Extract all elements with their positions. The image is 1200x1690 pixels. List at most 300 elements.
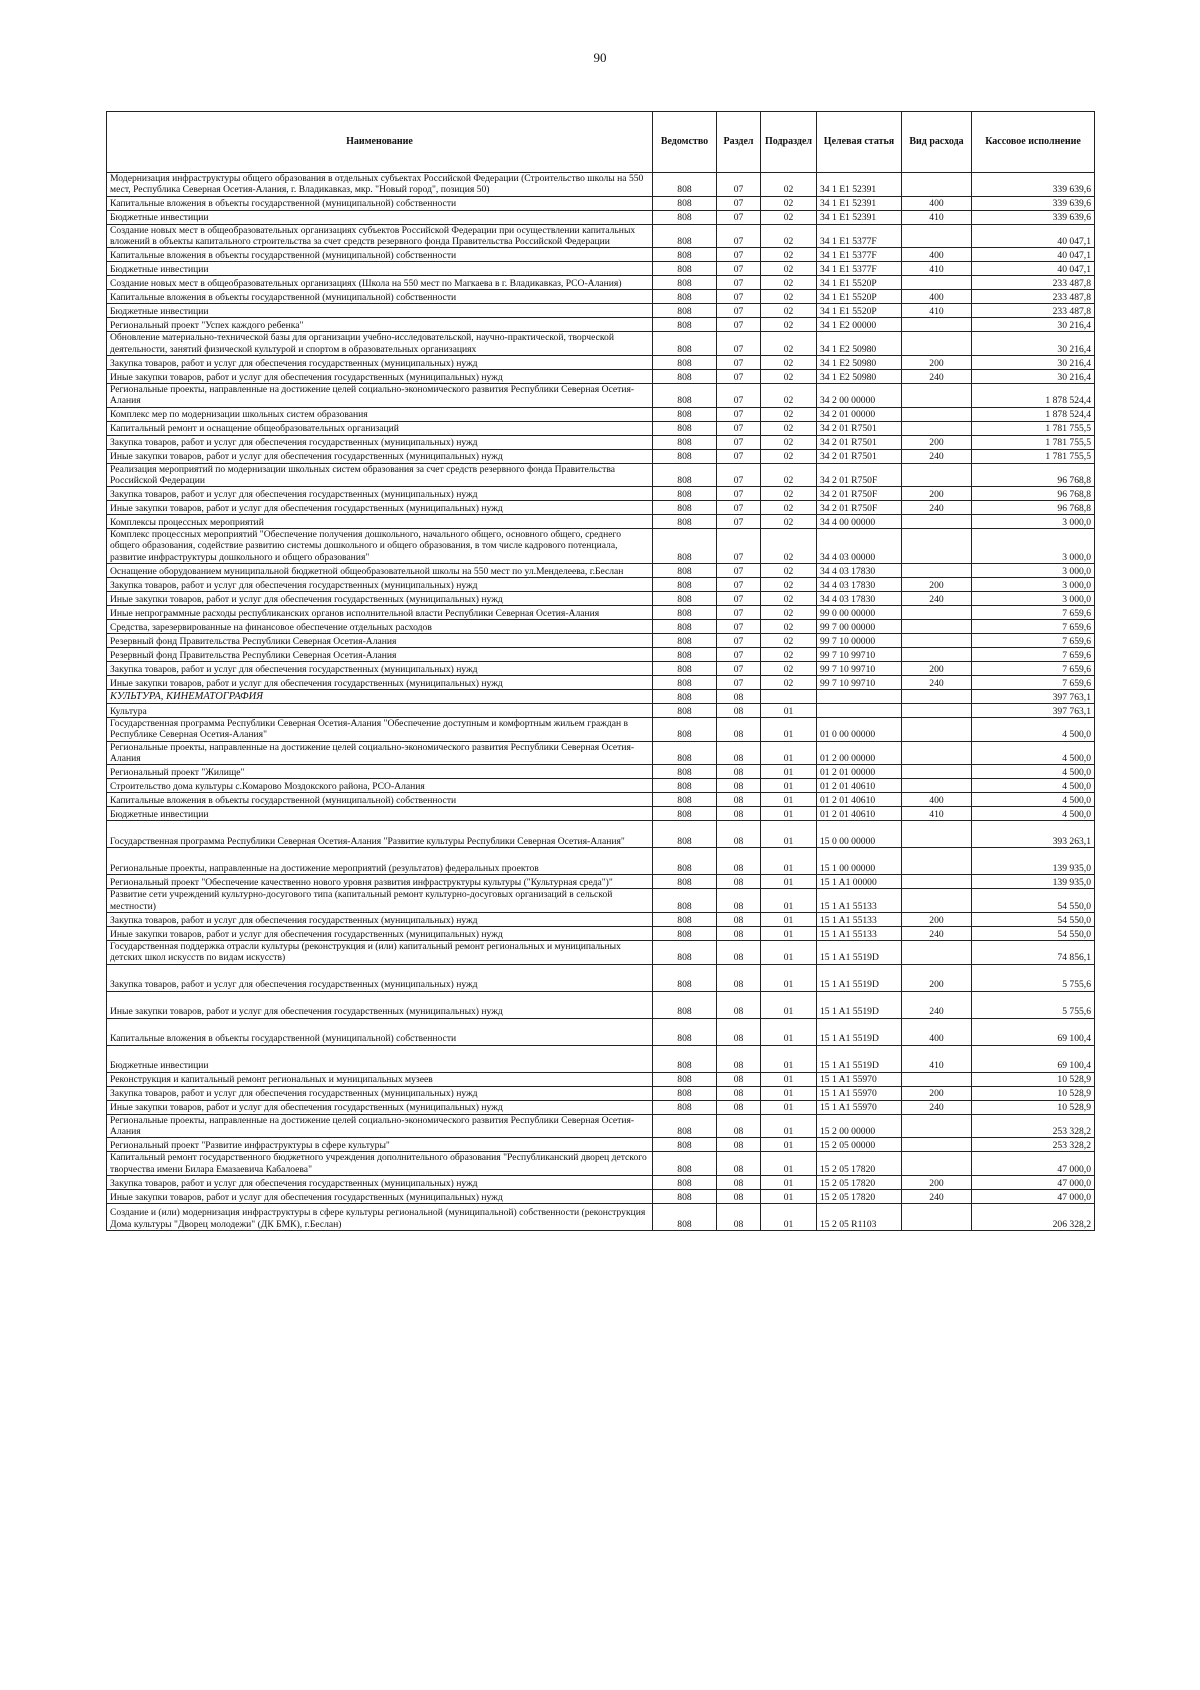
cell-celevaya-statya: 34 4 00 00000	[817, 515, 902, 529]
cell-celevaya-statya: 01 2 01 40610	[817, 807, 902, 821]
cell-vid-rashoda	[902, 1152, 972, 1176]
cell-podrazdel: 01	[761, 912, 817, 926]
cell-vedomstvo: 808	[653, 676, 717, 690]
cell-name: Комплекс процессных мероприятий "Обеспечение получения дошкольного, начального общего, основного общего, среднего общего образования, содействие развитию системы дошкольного и общего образования, в том числе кадрового потенциала, развитие инфраструктуры дошкольного и общего образования"	[107, 529, 653, 564]
cell-razdel: 08	[717, 1114, 761, 1138]
cell-podrazdel: 02	[761, 662, 817, 676]
table-row	[107, 592, 1095, 606]
cell-vedomstvo: 808	[653, 407, 717, 421]
cell-kassovoe-ispolnenie: 96 768,8	[972, 463, 1095, 487]
cell-vedomstvo: 808	[653, 606, 717, 620]
cell-kassovoe-ispolnenie: 253 328,2	[972, 1114, 1095, 1138]
cell-podrazdel: 01	[761, 1086, 817, 1100]
cell-podrazdel: 01	[761, 741, 817, 765]
cell-vedomstvo: 808	[653, 487, 717, 501]
table-row	[107, 662, 1095, 676]
table-row	[107, 1138, 1095, 1152]
cell-podrazdel: 02	[761, 463, 817, 487]
table-row	[107, 912, 1095, 926]
cell-podrazdel: 01	[761, 704, 817, 718]
cell-name: Бюджетные инвестиции	[107, 1045, 653, 1072]
table-row	[107, 421, 1095, 435]
cell-name: Иные закупки товаров, работ и услуг для обеспечения государственных (муниципальных) нужд	[107, 1100, 653, 1114]
table-row	[107, 765, 1095, 779]
cell-name: Обновление материально-технической базы для организации учебно-исследовательской, научно-практической, творческой деятельности, занятий физической культурой и спортом в образовательных организациях	[107, 332, 653, 356]
cell-celevaya-statya: 15 2 05 00000	[817, 1138, 902, 1152]
cell-vedomstvo: 808	[653, 704, 717, 718]
cell-razdel: 07	[717, 407, 761, 421]
cell-name: Реконструкция и капитальный ремонт региональных и муниципальных музеев	[107, 1072, 653, 1086]
cell-kassovoe-ispolnenie: 40 047,1	[972, 224, 1095, 248]
table-row	[107, 318, 1095, 332]
cell-celevaya-statya: 34 1 E2 50980	[817, 355, 902, 369]
table-row	[107, 793, 1095, 807]
cell-vedomstvo: 808	[653, 463, 717, 487]
cell-name: Создание новых мест в общеобразовательных организациях субъектов Российской Федерации при осуществлении капитальных вложений в объекты капитального строительства за счет средств резервного фонда Правительства Российской Федерации	[107, 224, 653, 248]
cell-razdel: 08	[717, 875, 761, 889]
cell-celevaya-statya: 01 0 00 00000	[817, 718, 902, 742]
table-row	[107, 875, 1095, 889]
cell-razdel: 08	[717, 1100, 761, 1114]
cell-kassovoe-ispolnenie: 30 216,4	[972, 332, 1095, 356]
cell-vid-rashoda: 200	[902, 487, 972, 501]
cell-kassovoe-ispolnenie: 397 763,1	[972, 690, 1095, 704]
cell-vid-rashoda	[902, 765, 972, 779]
cell-vid-rashoda	[902, 821, 972, 848]
cell-kassovoe-ispolnenie: 339 639,6	[972, 196, 1095, 210]
table-row	[107, 248, 1095, 262]
cell-celevaya-statya: 99 7 00 00000	[817, 620, 902, 634]
cell-celevaya-statya: 34 2 01 R7501	[817, 421, 902, 435]
cell-vid-rashoda	[902, 564, 972, 578]
cell-razdel: 07	[717, 224, 761, 248]
cell-podrazdel: 01	[761, 821, 817, 848]
cell-name: Закупка товаров, работ и услуг для обеспечения государственных (муниципальных) нужд	[107, 912, 653, 926]
cell-podrazdel: 01	[761, 793, 817, 807]
cell-vedomstvo: 808	[653, 1203, 717, 1230]
cell-kassovoe-ispolnenie: 10 528,9	[972, 1100, 1095, 1114]
cell-celevaya-statya: 15 1 A1 55133	[817, 889, 902, 913]
cell-name: Региональный проект "Развитие инфраструктуры в сфере культуры"	[107, 1138, 653, 1152]
table-row	[107, 690, 1095, 704]
table-row	[107, 1018, 1095, 1045]
cell-name: Государственная программа Республики Северная Осетия-Алания "Обеспечение доступным и комфортным жильем граждан в Республике Северная Осетия-Алания"	[107, 718, 653, 742]
cell-kassovoe-ispolnenie: 4 500,0	[972, 718, 1095, 742]
cell-kassovoe-ispolnenie: 339 639,6	[972, 173, 1095, 197]
cell-razdel: 08	[717, 807, 761, 821]
cell-vedomstvo: 808	[653, 1175, 717, 1189]
header-vedomstvo: Ведомство	[653, 112, 717, 173]
cell-celevaya-statya: 01 2 01 40610	[817, 793, 902, 807]
cell-kassovoe-ispolnenie: 5 755,6	[972, 964, 1095, 991]
cell-name: Создание новых мест в общеобразовательных организациях (Школа на 550 мест по Магкаева в г. Владикавказ, РСО-Алания)	[107, 276, 653, 290]
cell-name: Оснащение оборудованием муниципальной бюджетной общеобразовательной школы на 550 мест по ул.Менделеева, г.Беслан	[107, 564, 653, 578]
header-razdel: Раздел	[717, 112, 761, 173]
cell-podrazdel: 01	[761, 1189, 817, 1203]
cell-vid-rashoda	[902, 779, 972, 793]
cell-vid-rashoda: 240	[902, 449, 972, 463]
cell-name: Закупка товаров, работ и услуг для обеспечения государственных (муниципальных) нужд	[107, 662, 653, 676]
cell-name: Средства, зарезервированные на финансовое обеспечение отдельных расходов	[107, 620, 653, 634]
cell-vedomstvo: 808	[653, 889, 717, 913]
cell-kassovoe-ispolnenie: 47 000,0	[972, 1152, 1095, 1176]
cell-name: Резервный фонд Правительства Республики Северная Осетия-Алания	[107, 648, 653, 662]
cell-vedomstvo: 808	[653, 940, 717, 964]
cell-kassovoe-ispolnenie: 40 047,1	[972, 262, 1095, 276]
cell-name: Капитальные вложения в объекты государственной (муниципальной) собственности	[107, 1018, 653, 1045]
cell-vedomstvo: 808	[653, 793, 717, 807]
cell-vedomstvo: 808	[653, 318, 717, 332]
cell-razdel: 07	[717, 529, 761, 564]
cell-name: Государственная программа Республики Северная Осетия-Алания "Развитие культуры Республики Северная Осетия-Алания"	[107, 821, 653, 848]
table-row	[107, 173, 1095, 197]
table-row	[107, 606, 1095, 620]
cell-vid-rashoda: 240	[902, 1189, 972, 1203]
cell-vid-rashoda	[902, 407, 972, 421]
cell-vedomstvo: 808	[653, 765, 717, 779]
cell-podrazdel: 02	[761, 262, 817, 276]
cell-celevaya-statya: 99 7 10 99710	[817, 648, 902, 662]
cell-podrazdel: 02	[761, 487, 817, 501]
cell-razdel: 08	[717, 1072, 761, 1086]
cell-razdel: 07	[717, 304, 761, 318]
cell-razdel: 07	[717, 421, 761, 435]
cell-vid-rashoda: 240	[902, 369, 972, 383]
table-row	[107, 383, 1095, 407]
cell-kassovoe-ispolnenie: 4 500,0	[972, 741, 1095, 765]
cell-celevaya-statya: 15 1 A1 5519D	[817, 940, 902, 964]
cell-name: Иные закупки товаров, работ и услуг для обеспечения государственных (муниципальных) нужд	[107, 926, 653, 940]
cell-razdel: 07	[717, 662, 761, 676]
cell-vedomstvo: 808	[653, 1045, 717, 1072]
cell-podrazdel: 02	[761, 449, 817, 463]
cell-podrazdel: 01	[761, 964, 817, 991]
cell-name: Региональные проекты, направленные на достижение целей социально-экономического развития Республики Северная Осетия-Алания	[107, 741, 653, 765]
cell-vedomstvo: 808	[653, 290, 717, 304]
cell-celevaya-statya: 34 4 03 17830	[817, 578, 902, 592]
cell-celevaya-statya: 34 2 00 00000	[817, 383, 902, 407]
cell-kassovoe-ispolnenie: 253 328,2	[972, 1138, 1095, 1152]
cell-celevaya-statya: 34 1 E1 5520P	[817, 304, 902, 318]
cell-vid-rashoda	[902, 690, 972, 704]
cell-vid-rashoda: 400	[902, 290, 972, 304]
cell-celevaya-statya: 15 2 05 17820	[817, 1152, 902, 1176]
cell-kassovoe-ispolnenie: 1 781 755,5	[972, 421, 1095, 435]
cell-name: Бюджетные инвестиции	[107, 210, 653, 224]
table-row	[107, 807, 1095, 821]
cell-celevaya-statya: 15 2 05 R1103	[817, 1203, 902, 1230]
table-row	[107, 704, 1095, 718]
cell-name: Региональные проекты, направленные на достижение целей социально-экономического развития Республики Северная Осетия-Алания	[107, 1114, 653, 1138]
cell-kassovoe-ispolnenie: 7 659,6	[972, 676, 1095, 690]
cell-podrazdel: 02	[761, 369, 817, 383]
cell-celevaya-statya: 15 1 A1 5519D	[817, 1018, 902, 1045]
cell-vid-rashoda	[902, 515, 972, 529]
cell-vid-rashoda: 400	[902, 196, 972, 210]
cell-razdel: 07	[717, 355, 761, 369]
table-row	[107, 1045, 1095, 1072]
cell-razdel: 07	[717, 606, 761, 620]
cell-razdel: 08	[717, 889, 761, 913]
cell-name: Капитальные вложения в объекты государственной (муниципальной) собственности	[107, 196, 653, 210]
cell-celevaya-statya: 34 1 E1 5377F	[817, 248, 902, 262]
cell-celevaya-statya: 15 1 A1 5519D	[817, 1045, 902, 1072]
table-row	[107, 463, 1095, 487]
cell-name: Закупка товаров, работ и услуг для обеспечения государственных (муниципальных) нужд	[107, 355, 653, 369]
cell-celevaya-statya: 15 1 A1 5519D	[817, 964, 902, 991]
cell-podrazdel: 01	[761, 940, 817, 964]
cell-vedomstvo: 808	[653, 248, 717, 262]
table-row	[107, 1072, 1095, 1086]
cell-podrazdel: 01	[761, 848, 817, 875]
table-header-row	[107, 112, 1095, 173]
cell-podrazdel: 01	[761, 1138, 817, 1152]
table-row	[107, 1100, 1095, 1114]
cell-name: Региональный проект "Обеспечение качественно нового уровня развития инфраструктуры культуры ("Культурная среда")"	[107, 875, 653, 889]
cell-vedomstvo: 808	[653, 564, 717, 578]
cell-name: Капитальный ремонт и оснащение общеобразовательных организаций	[107, 421, 653, 435]
cell-celevaya-statya: 34 2 01 R7501	[817, 449, 902, 463]
cell-razdel: 08	[717, 926, 761, 940]
cell-kassovoe-ispolnenie: 30 216,4	[972, 355, 1095, 369]
cell-celevaya-statya: 34 2 01 R750F	[817, 501, 902, 515]
cell-razdel: 08	[717, 1086, 761, 1100]
cell-name: Иные закупки товаров, работ и услуг для обеспечения государственных (муниципальных) нужд	[107, 449, 653, 463]
cell-kassovoe-ispolnenie: 47 000,0	[972, 1175, 1095, 1189]
cell-vedomstvo: 808	[653, 578, 717, 592]
cell-razdel: 07	[717, 290, 761, 304]
cell-vedomstvo: 808	[653, 1100, 717, 1114]
cell-celevaya-statya: 34 4 03 17830	[817, 592, 902, 606]
cell-razdel: 07	[717, 620, 761, 634]
cell-podrazdel	[761, 690, 817, 704]
cell-kassovoe-ispolnenie: 7 659,6	[972, 634, 1095, 648]
table-row	[107, 501, 1095, 515]
cell-name: Закупка товаров, работ и услуг для обеспечения государственных (муниципальных) нужд	[107, 1175, 653, 1189]
budget-table	[106, 111, 1095, 1231]
cell-podrazdel: 02	[761, 210, 817, 224]
cell-razdel: 08	[717, 821, 761, 848]
cell-vedomstvo: 808	[653, 690, 717, 704]
cell-razdel: 08	[717, 912, 761, 926]
cell-vid-rashoda	[902, 1114, 972, 1138]
cell-celevaya-statya: 15 2 05 17820	[817, 1189, 902, 1203]
cell-name: Бюджетные инвестиции	[107, 807, 653, 821]
cell-razdel: 07	[717, 173, 761, 197]
cell-vedomstvo: 808	[653, 210, 717, 224]
table-row	[107, 991, 1095, 1018]
cell-razdel: 07	[717, 276, 761, 290]
cell-vedomstvo: 808	[653, 991, 717, 1018]
header-celevaya-statya: Целевая статья	[817, 112, 902, 173]
cell-celevaya-statya: 34 4 03 17830	[817, 564, 902, 578]
cell-razdel: 08	[717, 1175, 761, 1189]
cell-vid-rashoda	[902, 634, 972, 648]
cell-razdel: 08	[717, 1152, 761, 1176]
table-row	[107, 821, 1095, 848]
cell-name: Бюджетные инвестиции	[107, 262, 653, 276]
cell-celevaya-statya: 34 1 E2 50980	[817, 332, 902, 356]
cell-vedomstvo: 808	[653, 369, 717, 383]
cell-vid-rashoda: 240	[902, 592, 972, 606]
cell-vid-rashoda	[902, 383, 972, 407]
cell-name: Иные закупки товаров, работ и услуг для обеспечения государственных (муниципальных) нужд	[107, 592, 653, 606]
cell-kassovoe-ispolnenie: 7 659,6	[972, 662, 1095, 676]
cell-vid-rashoda: 200	[902, 1175, 972, 1189]
cell-celevaya-statya: 01 2 00 00000	[817, 741, 902, 765]
cell-vid-rashoda: 410	[902, 807, 972, 821]
cell-vid-rashoda	[902, 648, 972, 662]
cell-podrazdel: 02	[761, 421, 817, 435]
table-row	[107, 262, 1095, 276]
cell-vedomstvo: 808	[653, 501, 717, 515]
cell-kassovoe-ispolnenie: 3 000,0	[972, 515, 1095, 529]
cell-name: Капитальные вложения в объекты государственной (муниципальной) собственности	[107, 793, 653, 807]
table-row	[107, 529, 1095, 564]
cell-celevaya-statya	[817, 690, 902, 704]
cell-podrazdel: 01	[761, 1100, 817, 1114]
cell-razdel: 08	[717, 793, 761, 807]
cell-podrazdel: 02	[761, 606, 817, 620]
cell-celevaya-statya: 15 1 A1 55133	[817, 912, 902, 926]
cell-podrazdel: 01	[761, 718, 817, 742]
cell-podrazdel: 01	[761, 1152, 817, 1176]
cell-podrazdel: 02	[761, 634, 817, 648]
cell-vedomstvo: 808	[653, 1018, 717, 1045]
cell-name: Региональные проекты, направленные на достижение целей социально-экономического развития Республики Северная Осетия-Алания	[107, 383, 653, 407]
cell-kassovoe-ispolnenie: 139 935,0	[972, 848, 1095, 875]
cell-podrazdel: 02	[761, 407, 817, 421]
cell-celevaya-statya: 15 2 05 17820	[817, 1175, 902, 1189]
cell-celevaya-statya: 34 2 01 R7501	[817, 435, 902, 449]
cell-kassovoe-ispolnenie: 233 487,8	[972, 304, 1095, 318]
cell-podrazdel: 02	[761, 248, 817, 262]
cell-razdel: 08	[717, 704, 761, 718]
cell-podrazdel: 01	[761, 991, 817, 1018]
cell-vid-rashoda: 400	[902, 793, 972, 807]
cell-vedomstvo: 808	[653, 807, 717, 821]
cell-vedomstvo: 808	[653, 821, 717, 848]
table-row	[107, 1189, 1095, 1203]
cell-name: Иные закупки товаров, работ и услуг для обеспечения государственных (муниципальных) нужд	[107, 369, 653, 383]
cell-podrazdel: 02	[761, 196, 817, 210]
cell-name: Государственная поддержка отрасли культуры (реконструкция и (или) капитальный ремонт региональных и муниципальных детских школ искусств по видам искусств)	[107, 940, 653, 964]
cell-vid-rashoda: 240	[902, 676, 972, 690]
cell-vid-rashoda: 200	[902, 435, 972, 449]
cell-name: Региональные проекты, направленные на достижение мероприятий (результатов) федеральных проектов	[107, 848, 653, 875]
header-podrazdel: Подраздел	[761, 112, 817, 173]
cell-razdel: 08	[717, 1189, 761, 1203]
table-row	[107, 369, 1095, 383]
cell-vedomstvo: 808	[653, 848, 717, 875]
cell-vid-rashoda	[902, 940, 972, 964]
cell-podrazdel: 01	[761, 889, 817, 913]
cell-vid-rashoda	[902, 620, 972, 634]
cell-kassovoe-ispolnenie: 10 528,9	[972, 1072, 1095, 1086]
cell-celevaya-statya: 15 1 00 00000	[817, 848, 902, 875]
cell-podrazdel: 01	[761, 1045, 817, 1072]
cell-vid-rashoda: 200	[902, 662, 972, 676]
cell-vid-rashoda	[902, 529, 972, 564]
cell-kassovoe-ispolnenie: 139 935,0	[972, 875, 1095, 889]
table-row	[107, 355, 1095, 369]
cell-vedomstvo: 808	[653, 383, 717, 407]
cell-celevaya-statya: 99 7 10 99710	[817, 676, 902, 690]
cell-razdel: 07	[717, 564, 761, 578]
cell-razdel: 07	[717, 592, 761, 606]
cell-name: Закупка товаров, работ и услуг для обеспечения государственных (муниципальных) нужд	[107, 1086, 653, 1100]
table-row	[107, 648, 1095, 662]
cell-vid-rashoda: 200	[902, 1086, 972, 1100]
cell-name: Строительство дома культуры с.Комарово Моздокского района, РСО-Алания	[107, 779, 653, 793]
cell-podrazdel: 02	[761, 304, 817, 318]
header-name: Наименование	[107, 112, 653, 173]
cell-vedomstvo: 808	[653, 741, 717, 765]
cell-vid-rashoda: 200	[902, 355, 972, 369]
cell-vedomstvo: 808	[653, 779, 717, 793]
cell-kassovoe-ispolnenie: 3 000,0	[972, 592, 1095, 606]
cell-celevaya-statya: 34 1 E1 52391	[817, 196, 902, 210]
cell-celevaya-statya: 34 1 E1 5520P	[817, 276, 902, 290]
cell-vid-rashoda	[902, 1072, 972, 1086]
cell-name: Иные закупки товаров, работ и услуг для обеспечения государственных (муниципальных) нужд	[107, 501, 653, 515]
cell-kassovoe-ispolnenie: 30 216,4	[972, 318, 1095, 332]
cell-podrazdel: 01	[761, 1072, 817, 1086]
cell-vedomstvo: 808	[653, 875, 717, 889]
cell-vedomstvo: 808	[653, 1072, 717, 1086]
cell-razdel: 08	[717, 1138, 761, 1152]
table-row	[107, 449, 1095, 463]
cell-vedomstvo: 808	[653, 1114, 717, 1138]
cell-celevaya-statya: 34 2 01 R750F	[817, 463, 902, 487]
cell-kassovoe-ispolnenie: 393 263,1	[972, 821, 1095, 848]
cell-name: Закупка товаров, работ и услуг для обеспечения государственных (муниципальных) нужд	[107, 578, 653, 592]
cell-razdel: 08	[717, 991, 761, 1018]
cell-celevaya-statya: 01 2 01 00000	[817, 765, 902, 779]
cell-vedomstvo: 808	[653, 592, 717, 606]
cell-celevaya-statya: 34 1 E1 52391	[817, 173, 902, 197]
cell-vid-rashoda	[902, 606, 972, 620]
table-row	[107, 515, 1095, 529]
cell-vid-rashoda: 200	[902, 964, 972, 991]
cell-celevaya-statya: 15 0 00 00000	[817, 821, 902, 848]
cell-podrazdel: 02	[761, 290, 817, 304]
cell-celevaya-statya: 34 1 E1 5377F	[817, 262, 902, 276]
cell-vid-rashoda: 410	[902, 210, 972, 224]
cell-kassovoe-ispolnenie: 233 487,8	[972, 276, 1095, 290]
cell-razdel: 07	[717, 435, 761, 449]
cell-celevaya-statya: 34 1 E1 5377F	[817, 224, 902, 248]
cell-vedomstvo: 808	[653, 529, 717, 564]
cell-vid-rashoda	[902, 718, 972, 742]
header-kassovoe-ispolnenie: Кассовое исполнение	[972, 112, 1095, 173]
cell-razdel: 08	[717, 1203, 761, 1230]
cell-vedomstvo: 808	[653, 926, 717, 940]
cell-podrazdel: 01	[761, 807, 817, 821]
cell-kassovoe-ispolnenie: 7 659,6	[972, 606, 1095, 620]
cell-kassovoe-ispolnenie: 397 763,1	[972, 704, 1095, 718]
cell-vedomstvo: 808	[653, 332, 717, 356]
cell-podrazdel: 02	[761, 173, 817, 197]
cell-podrazdel: 01	[761, 1203, 817, 1230]
cell-vedomstvo: 808	[653, 262, 717, 276]
cell-kassovoe-ispolnenie: 3 000,0	[972, 578, 1095, 592]
cell-vedomstvo: 808	[653, 634, 717, 648]
cell-podrazdel: 01	[761, 875, 817, 889]
cell-celevaya-statya: 34 2 01 00000	[817, 407, 902, 421]
cell-vedomstvo: 808	[653, 224, 717, 248]
cell-podrazdel: 02	[761, 355, 817, 369]
